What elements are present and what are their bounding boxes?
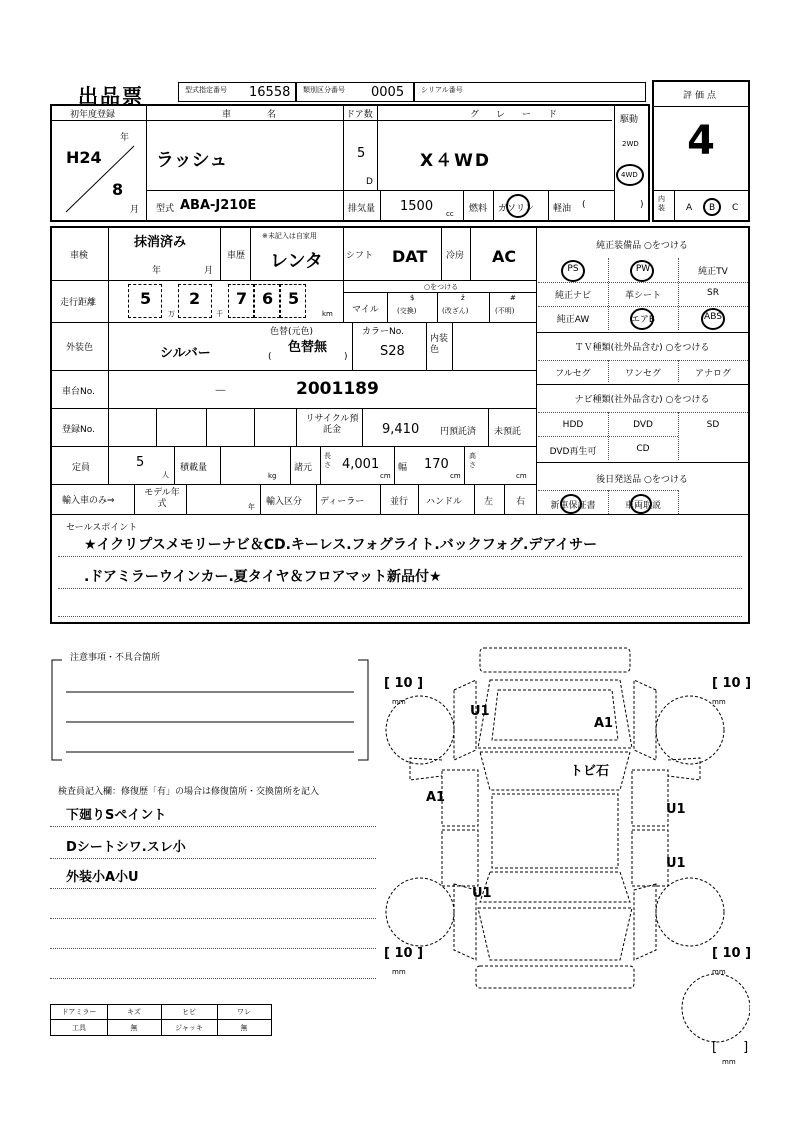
- repaint-value: 色替無: [288, 340, 328, 355]
- tv-title: ＴＶ種類(社外品含む) ○をつける: [574, 343, 710, 353]
- tv-oneseg: ワンセグ: [624, 369, 661, 379]
- later-warranty: 新車保証書: [550, 501, 596, 511]
- capacity-unit: 人: [162, 471, 169, 479]
- interior-color-label: 内装色: [430, 334, 449, 355]
- width-label: 幅: [398, 463, 408, 473]
- registration-label: 登録No.: [62, 425, 95, 435]
- recycle-label: リサイクル預託金: [305, 414, 359, 435]
- navi-cd: CD: [636, 444, 650, 454]
- class-no-value: 0005: [371, 85, 405, 100]
- later-title: 後日発送品 ○をつける: [596, 475, 688, 485]
- interior-c: C: [732, 203, 739, 213]
- equip-ps: PS: [567, 264, 579, 274]
- fuel-label: 燃料: [469, 204, 488, 214]
- tv-fullseg: フルセグ: [555, 369, 591, 379]
- displacement-value: 1500: [400, 199, 434, 214]
- doors-label: ドア数: [346, 110, 373, 120]
- navi-hdd: HDD: [562, 420, 584, 430]
- interior-a: A: [686, 203, 693, 213]
- first-reg-month: 8: [112, 180, 124, 199]
- color-no-value: S28: [380, 344, 405, 359]
- handle-label: ハンドル: [426, 497, 463, 507]
- length-label: 長さ: [324, 452, 331, 469]
- color-no-label: カラーNo.: [362, 327, 404, 337]
- mark-hood-a1: A1: [594, 716, 614, 731]
- tamper-symbol: ž: [461, 294, 465, 302]
- length-value: 4,001: [342, 457, 380, 472]
- model-year-unit: 年: [248, 503, 255, 511]
- width-unit: cm: [450, 472, 461, 480]
- legend-table: [50, 1004, 272, 1036]
- navi-dvd-play: DVD再生可: [549, 447, 597, 457]
- legend-crack: ヒビ: [182, 1008, 196, 1016]
- displacement-label: 排気量: [348, 204, 376, 214]
- inspection-year-unit: 年: [152, 266, 162, 276]
- grade-value: X４WD: [420, 151, 491, 171]
- mileage-man-unit: 万: [168, 310, 175, 318]
- tire-spare-bracket: [ ]: [712, 1040, 749, 1055]
- unknown-label: (不明): [495, 307, 515, 315]
- tire-rear-left-unit: mm: [392, 968, 406, 976]
- navi-sd: SD: [706, 420, 720, 430]
- doors-value: 5: [357, 146, 366, 161]
- tire-front-left: [ 10 ]: [384, 676, 424, 691]
- model-no-label: 型式指定番号: [185, 86, 227, 94]
- mark-windshield-chip: トビ石: [570, 764, 610, 779]
- inspector-line-2: Dシートシワ.スレ小: [66, 840, 186, 855]
- capacity-label: 定員: [72, 463, 91, 473]
- parallel-label: 並行: [390, 497, 409, 507]
- handle-right: 右: [516, 497, 526, 507]
- drive-2wd: 2WD: [622, 140, 639, 148]
- model-type-value: ABA-J210E: [180, 198, 257, 213]
- car-diagram: [380, 640, 750, 1080]
- serial-box: [414, 82, 646, 102]
- equip-leather: 革シート: [624, 291, 661, 301]
- later-manual: 車両取説: [624, 501, 661, 511]
- history-note: ※未記入は自家用: [262, 232, 317, 240]
- rating-label: 評価点: [682, 91, 719, 101]
- sales-line-2: .ドアミラーウインカー.夏タイヤ＆フロアマット新品付★: [84, 569, 442, 585]
- tv-analog: アナログ: [694, 369, 731, 379]
- chassis-value: 2001189: [296, 379, 379, 399]
- shift-value: DAT: [392, 247, 428, 266]
- repaint-paren-open: (: [268, 352, 272, 362]
- mark-rear-left-u1: U1: [472, 886, 492, 901]
- tamper-label: (改ざん): [442, 307, 469, 315]
- legend-tools: 工具: [72, 1024, 86, 1032]
- mileage-digit-3: 7: [236, 289, 248, 308]
- interior-b-circle: [703, 198, 721, 216]
- mileage-digit-1: 5: [140, 289, 152, 308]
- legend-mirror: ドアミラー: [61, 1008, 97, 1016]
- fuel-paren-close: ): [640, 200, 644, 210]
- mileage-circle-note: ○をつける: [424, 283, 459, 291]
- unknown-symbol: #: [510, 294, 516, 302]
- history-label: 車歴: [227, 251, 246, 261]
- tire-front-left-unit: mm: [392, 698, 406, 706]
- car-name-label: 車 名: [222, 110, 283, 120]
- later-warranty-circle: [560, 494, 582, 514]
- equip-airbag: エアB: [630, 315, 656, 325]
- mark-right-front-door-u1: U1: [666, 802, 686, 817]
- exterior-color-value: シルバー: [160, 346, 211, 361]
- mark-left-door-a1: A1: [426, 790, 446, 805]
- dims-label: 諸元: [294, 463, 313, 473]
- equip-sr: SR: [707, 288, 719, 298]
- exchange-symbol: $: [410, 294, 415, 302]
- equip-pw-circle: [630, 260, 654, 282]
- class-no-label: 類別区分番号: [303, 86, 345, 94]
- legend-tools-value: 無: [130, 1024, 138, 1032]
- import-label: 輸入車のみ⇒: [62, 496, 115, 506]
- mileage-digit-2: 2: [189, 289, 201, 308]
- rating-value: 4: [687, 118, 715, 164]
- sales-line-1: ★イクリプスメモリーナビ＆CD.キーレス.フォグライト.バックフォグ.デアイサー: [84, 537, 598, 553]
- dealer-label: ディーラー: [320, 497, 365, 507]
- doors-suffix: D: [366, 177, 373, 187]
- mileage-digit-4: 6: [262, 289, 274, 308]
- equip-pw: PW: [635, 264, 651, 274]
- tire-rear-right: [ 10 ]: [712, 946, 752, 961]
- inspection-month-unit: 月: [204, 266, 214, 276]
- exchange-label: (交換): [397, 307, 417, 315]
- class-no-box: [296, 82, 414, 102]
- recycle-status: 未預託: [494, 427, 522, 437]
- chassis-dash: －: [214, 384, 228, 399]
- model-no-box: [178, 82, 296, 102]
- fuel-paren-open: (: [582, 200, 586, 210]
- recycle-value: 9,410: [382, 422, 420, 437]
- legend-break: ワレ: [237, 1008, 251, 1016]
- repaint-label: 色替(元色): [270, 327, 314, 337]
- mile-label: マイル: [352, 305, 379, 315]
- grade-label: グ レ ー ド: [470, 110, 562, 120]
- mileage-sen-unit: 千: [216, 310, 223, 318]
- drive-4wd-circle: [616, 164, 644, 186]
- recycle-unit: 円預託済: [440, 427, 477, 437]
- handle-left: 左: [484, 497, 494, 507]
- car-name-value: ラッシュ: [156, 150, 228, 171]
- equip-navi: 純正ナビ: [554, 291, 591, 301]
- first-reg-month-unit: 月: [130, 205, 140, 215]
- exterior-color-label: 外装色: [66, 343, 94, 353]
- mileage-digit-5: 5: [288, 289, 300, 308]
- legend-jack: ジャッキ: [175, 1024, 203, 1032]
- fuel-gasoline-circle: [506, 194, 530, 218]
- navi-dvd: DVD: [633, 420, 653, 430]
- first-reg-label: 初年度登録: [70, 110, 116, 120]
- mileage-label: 走行距離: [60, 298, 97, 308]
- equip-tv: 純正TV: [698, 267, 728, 277]
- tire-spare-unit: mm: [722, 1058, 736, 1066]
- tire-front-right: [ 10 ]: [712, 676, 752, 691]
- ac-value: AC: [492, 247, 517, 266]
- interior-label: 内装: [658, 195, 665, 212]
- first-reg-slash: [60, 142, 140, 214]
- equip-airbag-circle: [630, 308, 654, 330]
- height-unit: cm: [516, 472, 527, 480]
- later-manual-circle: [630, 494, 652, 514]
- equip-aw: 純正AW: [556, 315, 590, 325]
- legend-jack-value: 無: [240, 1024, 248, 1032]
- history-value: レンタ: [270, 251, 323, 272]
- fuel-light-oil: 軽油: [553, 204, 572, 214]
- model-year-label: モデル年式: [144, 488, 180, 509]
- displacement-unit: cc: [446, 210, 454, 218]
- shift-label: シフト: [346, 251, 374, 261]
- chassis-label: 車台No.: [62, 387, 95, 397]
- first-reg-year: H24: [66, 148, 102, 167]
- inspector-line-3: 外装小A小U: [66, 870, 139, 885]
- inspector-line-1: 下廻りSペイント: [66, 808, 167, 823]
- equipment-grid: [538, 258, 748, 330]
- tire-rear-left: [ 10 ]: [384, 946, 424, 961]
- ac-label: 冷房: [446, 251, 465, 261]
- navi-title: ナビ種類(社外品含む) ○をつける: [574, 395, 710, 405]
- inspection-label: 車検: [70, 251, 89, 261]
- mark-front-left-u1: U1: [470, 704, 490, 719]
- mark-right-rear-door-u1: U1: [666, 856, 686, 871]
- first-reg-year-unit: 年: [120, 133, 130, 143]
- inspector-label: 検査員記入欄：修復歴「有」の場合は修復箇所・交換箇所を記入: [58, 787, 320, 797]
- mileage-km-unit: km: [322, 310, 333, 318]
- form-title: 出品票: [78, 84, 144, 108]
- equip-ps-circle: [561, 260, 585, 282]
- load-kg-unit: kg: [268, 472, 277, 480]
- equip-abs: ABS: [704, 312, 722, 322]
- legend-scratch: キズ: [127, 1008, 141, 1016]
- load-label: 積載量: [180, 463, 208, 473]
- model-no-value: 16558: [249, 85, 291, 100]
- sales-label: セールスポイント: [66, 523, 138, 533]
- tire-rear-right-unit: mm: [712, 968, 726, 976]
- equip-abs-circle: [701, 308, 725, 330]
- repaint-paren-close: ): [344, 352, 348, 362]
- interior-b: B: [709, 203, 716, 213]
- width-value: 170: [424, 457, 449, 472]
- tire-front-right-unit: mm: [712, 698, 726, 706]
- capacity-value: 5: [136, 455, 145, 470]
- height-label: 高さ: [469, 452, 476, 469]
- caution-bracket: [50, 658, 370, 762]
- length-unit: cm: [380, 472, 391, 480]
- serial-label: シリアル番号: [421, 86, 463, 94]
- model-type-label: 型式: [156, 204, 175, 214]
- caution-label: 注意事項・不具合箇所: [70, 653, 161, 663]
- equipment-title: 純正装備品 ○をつける: [596, 241, 688, 251]
- fuel-gasoline: ガソリン: [498, 204, 535, 214]
- inspection-value: 抹消済み: [134, 235, 187, 250]
- drive-label: 駆動: [620, 115, 639, 125]
- drive-4wd: 4WD: [621, 171, 638, 179]
- import-class-label: 輸入区分: [266, 497, 303, 507]
